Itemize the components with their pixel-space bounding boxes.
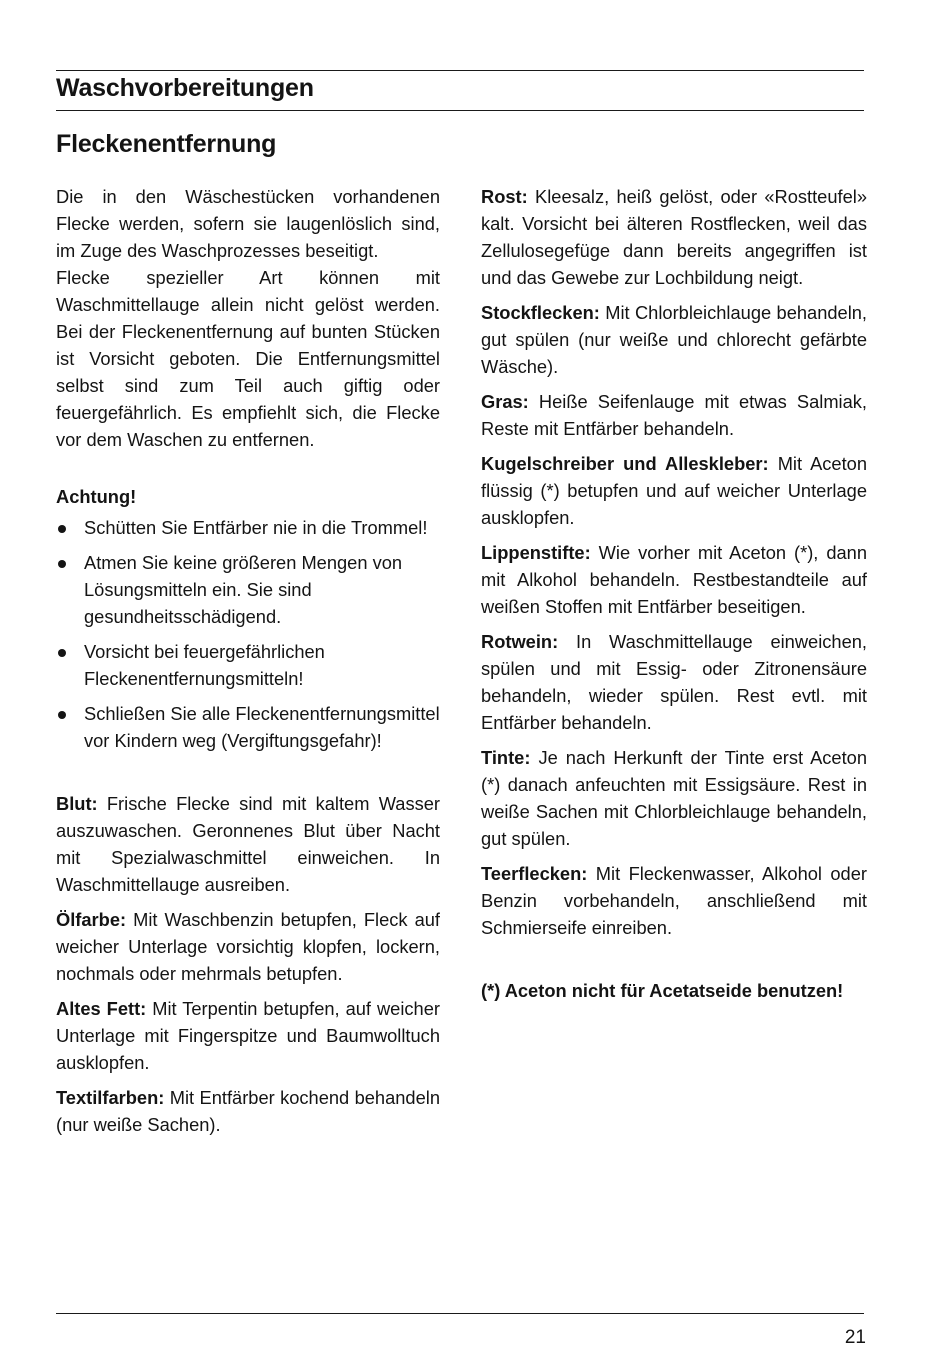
- intro-text: [56, 183, 440, 453]
- stain-term: Tinte:: [481, 747, 531, 768]
- stain-entry-oelfarbe: [56, 906, 440, 987]
- stain-text: Wie vorher mit Aceton (*), dann mit Alkohol behandeln. Restbestandteile auf weißen Stoffen mit Entfärber beseitigen.: [481, 542, 867, 617]
- bullet-icon: [58, 525, 66, 533]
- stain-text: Mit Terpentin betupfen, auf weicher Unterlage mit Fingerspitze und Baumwolltuch ausklopfen.: [56, 998, 440, 1073]
- warning-item-text: Schütten Sie Entfärber nie in die Trommel!: [84, 517, 428, 538]
- stain-text: Kleesalz, heiß gelöst, oder «Rostteufel» kalt. Vorsicht bei älteren Rostflecken, weil das Zellulosegefüge dann bereits angegriffen ist und das Gewebe zur Lochbildung neigt.: [481, 186, 867, 288]
- stain-text: Mit Aceton flüssig (*) betupfen und auf weicher Unterlage ausklopfen.: [481, 453, 867, 528]
- stain-term: Textilfarben:: [56, 1087, 165, 1108]
- stain-text: Mit Waschbenzin betupfen, Fleck auf weicher Unterlage vorsichtig klopfen, lockern, nochmals oder mehrmals betupfen.: [56, 909, 440, 984]
- stain-text: Heiße Seifenlauge mit etwas Salmiak, Reste mit Entfärber behandeln.: [481, 391, 867, 439]
- warning-item: [56, 514, 440, 541]
- stain-text: Je nach Herkunft der Tinte erst Aceton (*) danach anfeuchten mit Essigsäure. Rest in weiße Sachen mit Chlorbleichlauge behandeln, gut spülen.: [481, 747, 867, 849]
- stain-term: Rotwein:: [481, 631, 559, 652]
- stain-entry-kugelschreiber: [481, 450, 867, 531]
- page-title: Fleckenentfernung: [56, 130, 277, 158]
- warning-item: [56, 638, 440, 692]
- bullet-icon: [58, 560, 66, 568]
- warning-item-text: Schließen Sie alle Fleckenentfernungsmittel vor Kindern weg (Vergiftungsgefahr)!: [84, 703, 440, 751]
- section-title: Waschvorbereitungen: [56, 74, 314, 102]
- warning-item: [56, 549, 440, 630]
- stain-entry-stockflecken: [481, 299, 867, 380]
- stain-term: Rost:: [481, 186, 528, 207]
- bullet-icon: [58, 711, 66, 719]
- stain-term: Stockflecken:: [481, 302, 600, 323]
- stain-term: Gras:: [481, 391, 529, 412]
- stain-term: Kugelschreiber und Alleskleber:: [481, 453, 769, 474]
- warning-item: [56, 700, 440, 754]
- stain-text: Mit Entfärber kochend behandeln (nur weiße Sachen).: [56, 1087, 440, 1135]
- warning-list: [56, 514, 440, 754]
- stain-term: Lippenstifte:: [481, 542, 591, 563]
- stain-entry-blut: [56, 790, 440, 898]
- stain-entry-rost: [481, 183, 867, 291]
- bullet-icon: [58, 649, 66, 657]
- intro-paragraph: Flecke spezieller Art können mit Waschmittellauge allein nicht gelöst werden. Bei der Fleckenentfernung auf bunten Stücken ist Vorsicht geboten. Die Entfernungsmittel selbst sind zum Teil auch giftig oder feuergefährlich. Es empfiehlt sich, die Flecke vor dem Waschen zu entfernen.: [56, 267, 440, 450]
- header-rule-top: [56, 70, 864, 71]
- stain-entry-rotwein: [481, 628, 867, 736]
- intro-paragraph: Die in den Wäschestücken vorhandenen Flecke werden, sofern sie laugenlöslich sind, im Zuge des Waschprozesses beseitigt.: [56, 186, 440, 261]
- stain-term: Ölfarbe:: [56, 909, 127, 930]
- stain-term: Altes Fett:: [56, 998, 147, 1019]
- stain-text: Frische Flecke sind mit kaltem Wasser auszuwaschen. Geronnenes Blut über Nacht mit Spezialwaschmittel einweichen. In Waschmittellauge ausreiben.: [56, 793, 440, 895]
- left-column: [56, 183, 440, 1146]
- stain-entry-altes-fett: [56, 995, 440, 1076]
- warning-item-text: Vorsicht bei feuergefährlichen Fleckenentfernungsmitteln!: [84, 641, 325, 689]
- right-column: [481, 183, 867, 1004]
- stain-entry-gras: [481, 388, 867, 442]
- warning-item-text: Atmen Sie keine größeren Mengen von Lösungsmitteln ein. Sie sind gesundheitsschädigend.: [84, 552, 403, 627]
- page-number: 21: [844, 1327, 866, 1348]
- stain-entry-lippenstifte: [481, 539, 867, 620]
- warning-heading: Achtung!: [56, 486, 137, 507]
- stain-term: Blut:: [56, 793, 98, 814]
- stain-entry-teerflecken: [481, 860, 867, 941]
- stain-text: In Waschmittellauge einweichen, spülen und mit Essig- oder Zitronensäure behandeln, wieder spülen. Rest evtl. mit Entfärber behandeln.: [481, 631, 867, 733]
- stain-entry-textilfarben: [56, 1084, 440, 1138]
- stain-text: Mit Chlorbleichlauge behandeln, gut spülen (nur weiße und chlorecht gefärbte Wäsche).: [481, 302, 867, 377]
- stain-term: Teerflecken:: [481, 863, 588, 884]
- stain-text: Mit Fleckenwasser, Alkohol oder Benzin vorbehandeln, anschließend mit Schmierseife einreiben.: [481, 863, 867, 938]
- aceton-note: (*) Aceton nicht für Acetatseide benutzen!: [481, 980, 844, 1001]
- stain-entry-tinte: [481, 744, 867, 852]
- footer-rule: [56, 1313, 864, 1314]
- header-rule-bottom: [56, 110, 864, 111]
